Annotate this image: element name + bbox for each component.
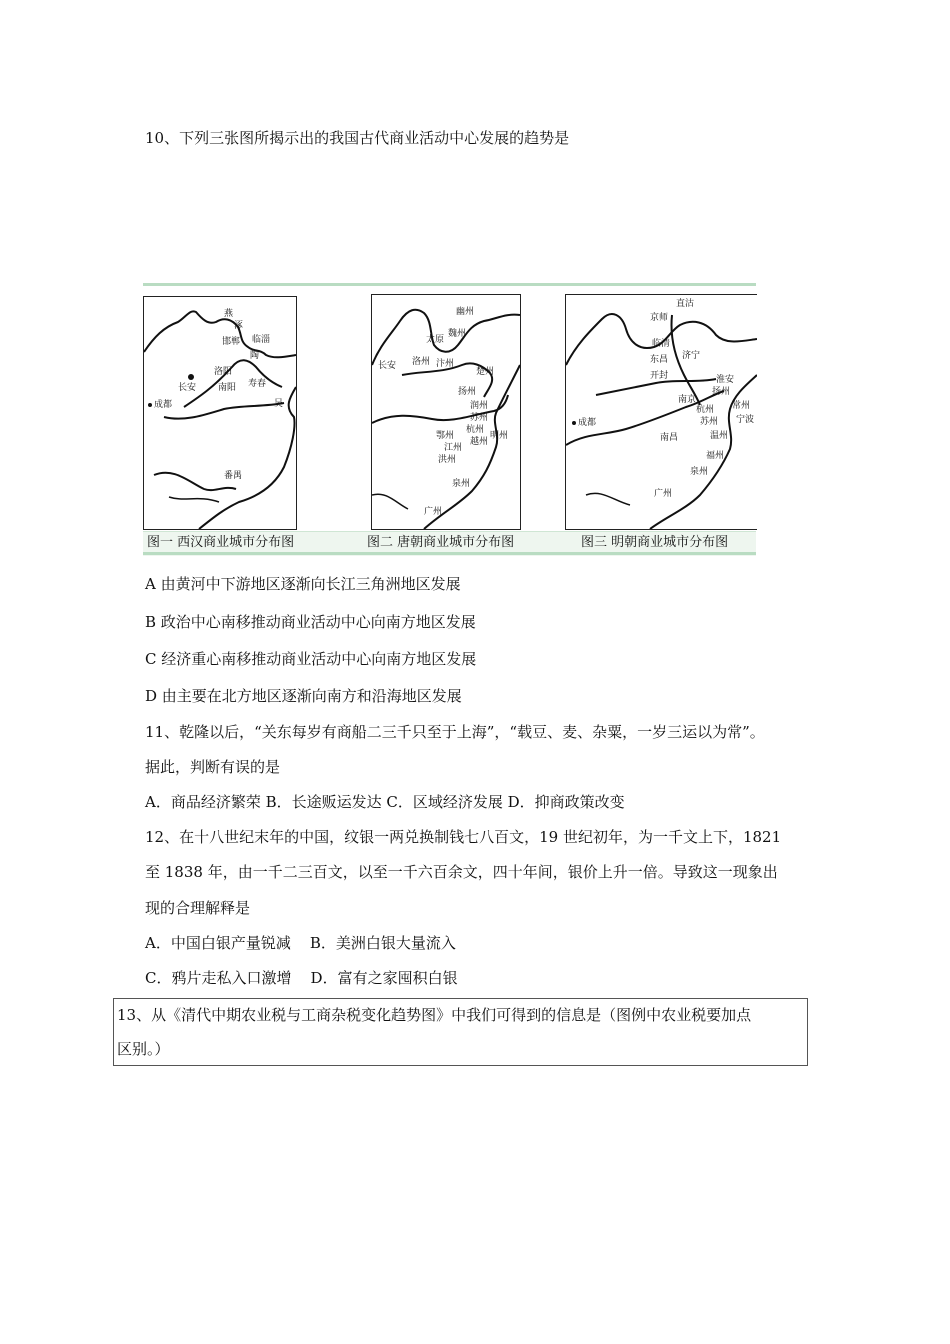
city-label: 洛阳 [214,367,233,377]
q12-stem-cont: 至 1838 年，由一千二三百文，以至一千六百余文，四十年间，银价上升一倍。导致这一现象出 [145,863,778,881]
city-label: 开封 [650,371,669,381]
city-label: 泉州 [690,467,709,477]
q13-stem: 13、从《清代中期农业税与工商杂税变化趋势图》中我们可得到的信息是（图例中农业税要加点 [117,1006,752,1024]
map-western-han [143,296,297,530]
city-label: 济宁 [682,351,701,361]
city-label: 南阳 [218,383,237,393]
q10-option-b: B 政治中心南移推动商业活动中心向南方地区发展 [145,613,476,631]
q12-options-ab: A．中国白银产量锐减 B．美洲白银大量流入 [145,934,456,952]
q12-stem-cont: 现的合理解释是 [145,899,251,917]
city-label: 南昌 [660,433,679,443]
city-label: 常州 [732,401,751,411]
city-dot [148,403,152,407]
city-label: 苏州 [470,413,489,423]
city-label: 京师 [650,313,669,323]
city-label: 东昌 [650,355,669,365]
q13-stem-cont: 区别。） [117,1040,170,1058]
figure-bottom-rule [143,552,756,555]
city-label: 直沽 [676,299,695,309]
city-label: 广州 [424,507,443,517]
q12-stem: 12、在十八世纪末年的中国，纹银一两兑换制钱七八百文，19 世纪初年，为一千文上下，1821 [145,828,782,846]
city-label: 番禺 [224,471,243,481]
figure-caption: 图三 明朝商业城市分布图 [581,535,729,550]
city-label: 洛州 [412,357,431,367]
city-label: 邯郸 [222,337,241,347]
q13-box [113,998,808,1066]
city-label: 淮安 [716,375,735,385]
q12-options-cd: C．鸦片走私入口激增 D．富有之家囤积白银 [145,969,458,987]
q11-stem-cont: 据此，判断有误的是 [145,758,281,776]
city-label: 扬州 [458,387,477,397]
city-label: 寿春 [248,379,267,389]
map-western-han-lines [144,297,296,529]
city-label: 楚州 [476,367,495,377]
map-figures [143,283,756,555]
city-label: 幽州 [456,307,475,317]
city-label: 汴州 [436,359,455,369]
city-label: 燕 [224,309,234,319]
city-label: 江州 [444,443,463,453]
q10-stem: 10、下列三张图所揭示出的我国古代商业活动中心发展的趋势是 [145,129,570,147]
city-label: 温州 [710,431,729,441]
q11-stem: 11、乾隆以后，“关东每岁有商船二三千只至于上海”，“载豆、麦、杂粟，一岁三运以为常”。 [145,723,765,741]
city-dot [572,421,576,425]
city-label: 鄂州 [436,431,455,441]
city-label: 长安 [378,361,397,371]
figure-caption: 图二 唐朝商业城市分布图 [367,535,515,550]
q10-option-c: C 经济重心南移推动商业活动中心向南方地区发展 [145,650,477,668]
city-label: 成都 [578,418,597,428]
figure-top-rule [143,283,756,286]
q10-option-a: A 由黄河中下游地区逐渐向长江三角洲地区发展 [145,575,461,593]
city-label: 南京 [678,395,697,405]
city-label: 成都 [154,400,173,410]
q10-option-d: D 由主要在北方地区逐渐向南方和沿海地区发展 [145,687,462,705]
city-label: 扬州 [712,387,731,397]
city-label: 吴 [274,399,284,409]
q11-options: A．商品经济繁荣 B．长途贩运发达 C．区域经济发展 D．抑商政策改变 [145,793,625,811]
city-label: 杭州 [696,405,715,415]
city-label: 陶 [250,351,260,361]
city-label: 泉州 [452,479,471,489]
map-ming [565,294,757,530]
figure-caption: 图一 西汉商业城市分布图 [147,535,295,550]
map-tang [371,294,521,530]
city-label: 杭州 [466,425,485,435]
city-label: 福州 [706,451,725,461]
city-label: 太原 [426,335,445,345]
city-label: 苏州 [700,417,719,427]
city-label: 洪州 [438,455,457,465]
map-tang-lines [372,295,520,529]
city-label: 宁波 [736,415,755,425]
city-label: 润州 [470,401,489,411]
city-label: 越州 [470,437,489,447]
city-label: 长安 [178,383,197,393]
city-label: 临淄 [252,335,271,345]
city-label: 涿 [234,321,244,331]
city-label: 临清 [652,339,671,349]
city-label: 明州 [490,431,509,441]
city-label: 广州 [654,489,673,499]
city-dot [188,374,194,380]
city-label: 魏州 [448,329,467,339]
